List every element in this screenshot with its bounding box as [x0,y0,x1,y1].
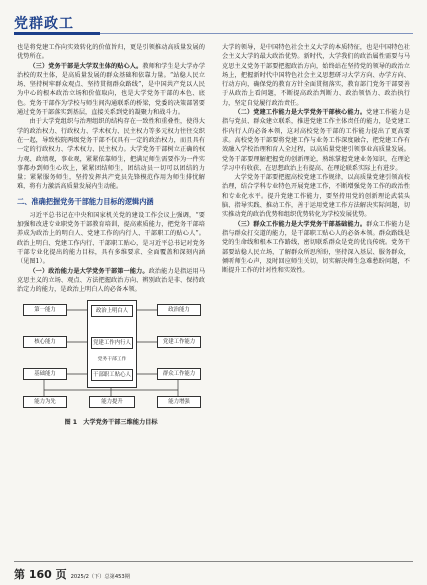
diagram-box-center-bottom: 干部职工贴心人 [91,369,133,381]
diagram-center-frame [87,300,137,388]
paragraph-lead: （三）党务干部是大学双主体的贴心人。 [29,62,143,70]
section-heading: 二、准确把握党务干部能力目标的逻辑内涵 [17,196,154,206]
right-column [222,43,410,275]
diagram-box-right-top: 政治能力 [157,304,201,316]
paragraph [17,267,205,295]
title-rule-thin [100,33,413,34]
paragraph: 习近平总书记在中央和国家机关党的建设工作会议上强调，“要加强和改进专业职党务干部教育培训，提高素质能力，把党务干部培养成为政治上的明白人、党建工作的内行人、干部职工的贴心人”。政治上明白、党建工作内行、干部职工贴心，是习近平总书记对党务干部专业化提出的能力目标，具有多维要求、全面覆盖和深刻内涵（见图1）。 [17,211,205,266]
paragraph: 大学党务干部要把握高校党建工作规律，以高质量党建引领高校治理，结合学科专业特色开展党建工作，不断增强党务工作的政治性和专业化水平。提升党建工作能力，要坚持用党的创新理论武装头脑、指导实践、推动工作，善于运用党建工作方法解决实际问题，切实推动党的政治优势和组织优势转化为学校发展优势。 [222,174,410,219]
figure-caption: 图 1 大学党务干部三维能力目标 [64,419,158,427]
diagram-box-left-bottom: 基础能力 [23,368,67,380]
diagram-box-right-bottom: 群众工作能力 [157,368,201,380]
left-column [17,43,205,426]
title-rule [14,32,100,35]
paragraph-lead: （一）政治能力是大学党务干部第一能力。 [29,267,149,275]
paragraph [222,220,410,276]
footer-rule [14,561,413,562]
page-number: 第 160 页 [14,568,67,581]
paragraph-body: 党建工作能力是指与党员、群众建立联系，推进党建工作主体责任的能力，是党建工作内行人的必备本领，这对高校党务干部的工作能力提出了更高要求。高校党务干部要将党建工作与业务工作深度融合，把党建工作有效融入学校治理和育人全过程，以高质量党建引领事业高质量发展。党务干部要理解把握党的创新理论，熟练掌握党建业务知识，在理论学习中有收获、在思想政治上有提高、在理论联系实际上有进步。 [222,109,411,172]
issue-info: 2025/2（下）总第453期 [70,574,130,580]
diagram-box-bottom-center: 能力提升 [89,396,135,408]
diagram-box-right-mid: 党建工作能力 [157,336,201,348]
paragraph-lead: （三）群众工作能力是大学党务干部基础能力。 [234,220,367,228]
diagram-box-center-mid: 党建工作内行人 [91,337,133,349]
page-footer [14,566,130,582]
diagram-box-bottom-right: 能力增强 [157,396,201,408]
capability-diagram [17,298,205,414]
paragraph-body: 群众工作能力是指与群众打交道的能力，是干部职工贴心人的必备本领。群众路线是党的生命线和根本工作路线，密切联系群众是党的优良传统。党务干部要站稳人民立场，了解群众所思所盼，坚持深入基层、服务群众，倾听师生心声，及时回应师生关切，切实解决师生急难愁盼问题，不断提升工作的针对性和实效性。 [222,220,411,275]
diagram-box-left-mid: 核心能力 [23,336,67,348]
diagram-center-label: 党务干部工作 [97,357,127,363]
journal-title: 党群政工 [14,16,74,32]
paragraph-body: 教师和学生是大学办学治校的双主体，是高质量发展的群众基础和依靠力量。“站稳人民立场、坚持树牢群众观点、坚持贯彻群众路线”，是中国共产党以人民为中心的根本政治立场和价值取向，也是大学党务干部的本色、底色。党务干部作为学校与师生间沟通联系的桥梁，党委的决策部署要通过党务干部落实到基层，直接关系到党的凝聚力和战斗力。 [17,62,206,117]
diagram-box-center-top: 政治上明白人 [91,305,133,317]
paragraph: 大学的领导，是中国特色社会主义大学的本质特征，也是中国特色社会主义大学的最大政治优势。新时代，大学我们的政治属性需要与马克思主义党务干部要把握政治方向，始终站在坚持党的领导的政治立场上，把握新时代中国特色社会主义思想研习大学方向、办学方向、行动方向，确保党的教育方针全面贯彻落实，教育部门党务干部要善于从政治上看问题，不断提高政治判断力、政治领悟力、政治执行力，坚定自觉履行政治责任。 [222,44,410,107]
paragraph [222,108,410,173]
paragraph: 也是将党建工作向实效转化的价值旨归，更是引领推动高质量发展的优势所在。 [17,44,205,61]
diagram-box-left-top: 第一能力 [23,304,67,316]
paragraph-lead: （二）党建工作能力是大学党务干部核心能力。 [234,109,367,117]
paragraph [17,62,205,118]
paragraph-body: 政治能力是指运用马克思主义的立场、观点、方法把握政治方向、辨别政治是非、保持政治定力的能力，是政治上明白人的必备本领。 [17,267,206,294]
paragraph: 由于大学党组织与治理组织的结构存在一致性和重叠性，使得大学的政治权力、行政权力、学术权力、民主权力等多元权力往往交织在一起，导致校院两级党务干部不仅具有一定的政治权力，而且具有一定的行政权力、学术权力、民主权力。大学党务干部树立正确的权力观、政绩观，事业观，紧紧依靠师生，把满足师生需要作为一件实事都办到师生心坎上，紧紧团结师生，团结动员一切可以团结的力量；紧紧服务师生，坚持发挥共产党员先锋模范作用为师生排忧解难，将有力激活高质量发展内生动能。 [17,118,205,191]
diagram-box-bottom-left: 能力为先 [23,396,67,408]
